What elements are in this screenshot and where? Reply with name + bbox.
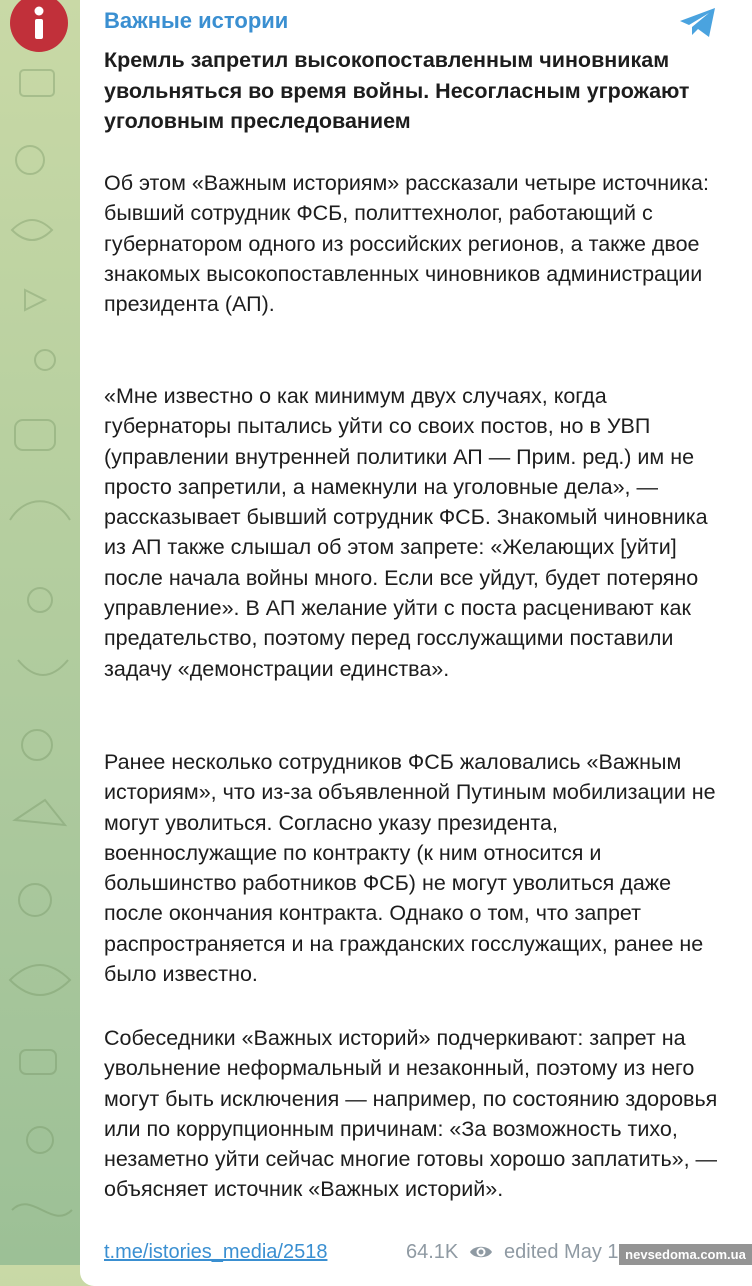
post-paragraph-2: «Мне известно о как минимум двух случаях, когда губернаторы пытались уйти со своих постов, но в УВП (управлении внутренней политики АП — Прим. ред.) им не просто запретили, а намекнули на уголовные дела», — рассказывает бывший сотрудник ФСБ. Знакомый чиновника из АП также слышал об этом запрете: «Желающих [уйти] после начала войны много. Если все уйдут, будет потеряно управление». В АП желание уйти с поста расценивают как предательство, поэтому перед госслужащими поставили задачу «демонстрации единства». <box>104 384 708 681</box>
eye-icon <box>469 1243 493 1261</box>
post-paragraph-4: Собеседники «Важных историй» подчеркивают: запрет на увольнение неформальный и незаконный, поэтому из него могут быть исключения — например, по состоянию здоровья или по коррупционным причинам: «За возможность тихо, незаметно уйти сейчас многие готовы хорошо заплатить», — объясняет источник «Важных историй». <box>104 1026 718 1202</box>
post-paragraph-3: Ранее несколько сотрудников ФСБ жаловались «Важным историям», что из-за объявленной Путиным мобилизации не могут уволиться. Согласно указу президента, военнослужащие по контракту (к ним относится и большинство работников ФСБ) не могут уволиться даже после окончания контракта. Однако о том, что запрет распространяется и на гражданских госслужащих, ранее не было известно. <box>104 750 716 987</box>
post-paragraph-1: Об этом «Важным историям» рассказали четыре источника: бывший сотрудник ФСБ, политтехнолог, работающий с губернатором одного из российских регионов, а также двое знакомых высокопоставленных чиновников администрации президента (АП). <box>104 171 709 317</box>
post-headline: Кремль запретил высокопоставленным чиновникам увольняться во время войны. Несогласным угрожают уголовным преследованием <box>104 48 690 133</box>
background-doodles <box>0 0 90 1265</box>
channel-name[interactable]: Важные истории <box>104 8 289 33</box>
telegram-icon[interactable] <box>678 6 718 40</box>
edited-timestamp: edited May 1 <box>504 1241 619 1263</box>
info-icon <box>32 6 46 40</box>
post-link[interactable]: t.me/istories_media/2518 <box>104 1241 328 1263</box>
views-count: 64.1K <box>406 1241 459 1263</box>
watermark: nevsedoma.com.ua <box>619 1244 752 1265</box>
